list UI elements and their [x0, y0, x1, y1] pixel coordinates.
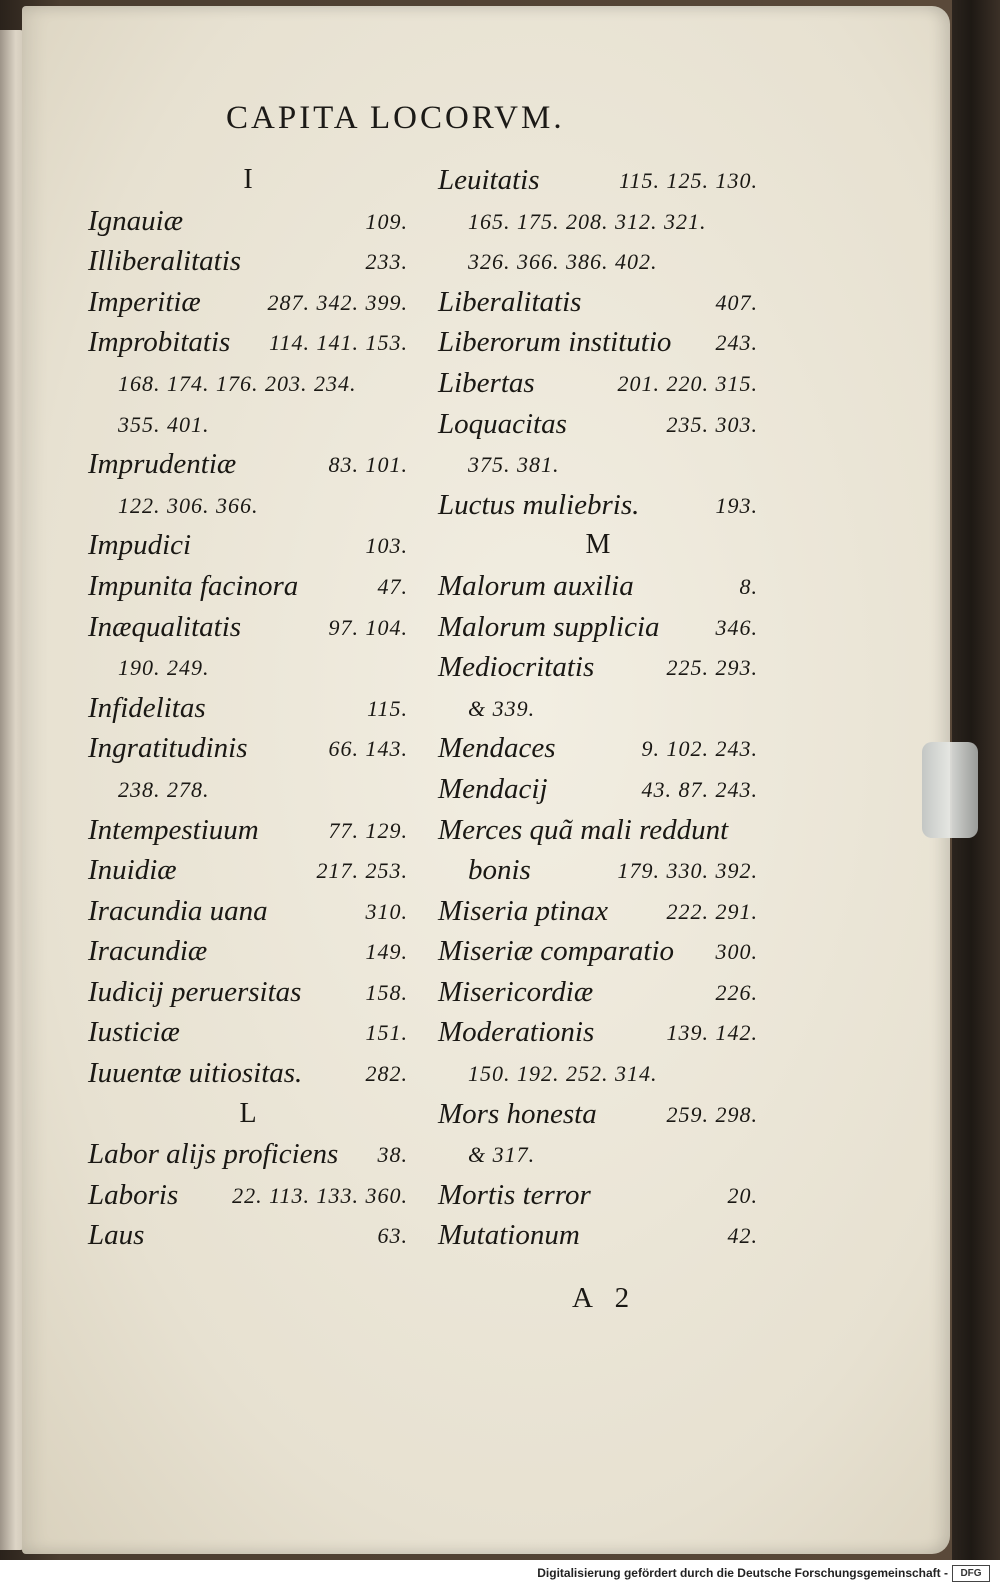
- entry-page-refs: 233.: [365, 249, 408, 275]
- entry-term: Malorum auxilia: [438, 569, 634, 602]
- entry-term: Imperitiæ: [88, 285, 201, 318]
- entry-term: Imprudentiæ: [88, 448, 237, 481]
- index-entry: [88, 607, 408, 648]
- entry-page-refs: 222. 291.: [666, 898, 758, 924]
- entry-page-refs: 201. 220. 315.: [617, 370, 758, 396]
- entry-page-refs: 259. 298.: [666, 1101, 758, 1127]
- index-entry: [88, 404, 408, 445]
- entry-term: Misericordiæ: [438, 975, 594, 1008]
- entry-page-refs: 151.: [365, 1020, 408, 1046]
- entry-term: Impunita facinora: [88, 569, 299, 602]
- entry-term: Labor alijs proficiens: [88, 1138, 339, 1171]
- entry-term: Mors honesta: [438, 1097, 597, 1130]
- entry-page-refs: 109.: [365, 208, 408, 234]
- entry-term: Merces quã mali reddunt: [438, 813, 729, 846]
- index-entry: [438, 769, 758, 810]
- index-entry: [438, 485, 758, 526]
- entry-page-refs: 235. 303.: [666, 411, 758, 437]
- index-entry: [438, 404, 758, 445]
- page-clip: [922, 742, 978, 838]
- index-entry: [438, 972, 758, 1013]
- entry-term: Illiberalitatis: [88, 245, 242, 278]
- entry-term: Inæqualitatis: [88, 610, 242, 643]
- index-entry: [88, 444, 408, 485]
- entry-term: Leuitatis: [438, 164, 540, 196]
- entry-page-refs: 97. 104.: [328, 614, 408, 640]
- index-entry: [88, 728, 408, 769]
- entry-page-refs: 217. 253.: [316, 858, 408, 884]
- entry-page-refs: 243.: [715, 330, 758, 356]
- entry-page-refs: 179. 330. 392.: [617, 858, 758, 884]
- index-entry: [438, 1094, 758, 1135]
- entry-term: Infidelitas: [88, 691, 206, 724]
- entry-term: Iuuentæ uitiositas.: [88, 1057, 303, 1090]
- entry-page-refs: 226.: [715, 979, 758, 1005]
- index-entry: [88, 282, 408, 323]
- index-entry: [438, 810, 758, 851]
- index-entry: [438, 1175, 758, 1216]
- entry-page-refs: 326. 366. 386. 402.: [468, 249, 658, 275]
- entry-page-refs: 8.: [739, 573, 758, 599]
- entry-page-refs: 282.: [365, 1061, 408, 1087]
- entry-page-refs: 122. 306. 366.: [118, 492, 259, 518]
- running-head: CAPITA LOCORVM.: [226, 100, 565, 136]
- index-entry: [88, 769, 408, 810]
- index-entry: [88, 931, 408, 972]
- footer-bar: [0, 1560, 1000, 1586]
- entry-term: Miseria ptinax: [438, 894, 608, 927]
- index-entry: [88, 485, 408, 526]
- section-letter: [88, 160, 408, 201]
- index-entry: [438, 201, 758, 242]
- entry-term: Laus: [88, 1219, 145, 1252]
- index-entry: [88, 201, 408, 242]
- index-entry: [438, 1053, 758, 1094]
- entry-page-refs: 114. 141. 153.: [269, 330, 408, 356]
- index-entry: [438, 444, 758, 485]
- entry-term: Ignauiæ: [88, 204, 184, 237]
- entry-term: Impudici: [88, 529, 192, 562]
- entry-term: Luctus muliebris.: [438, 488, 640, 521]
- section-letter: [88, 1094, 408, 1135]
- entry-page-refs: 310.: [365, 898, 408, 924]
- entry-term: Improbitatis: [88, 326, 231, 359]
- entry-page-refs: 139. 142.: [666, 1020, 758, 1046]
- entry-page-refs: 346.: [715, 614, 758, 640]
- entry-term: Miseriæ comparatio: [438, 935, 675, 968]
- entry-page-refs: 42.: [727, 1223, 758, 1249]
- entry-page-refs: 300.: [715, 939, 758, 965]
- index-entry: [438, 850, 758, 891]
- entry-term: Moderationis: [438, 1016, 595, 1049]
- section-letter-label: L: [239, 1097, 257, 1129]
- index-entry: [438, 282, 758, 323]
- entry-term: Mortis terror: [438, 1178, 591, 1211]
- index-entry: [438, 728, 758, 769]
- index-entry: [438, 160, 758, 201]
- entry-page-refs: & 317.: [468, 1142, 536, 1168]
- index-entry: [438, 1012, 758, 1053]
- entry-page-refs: 63.: [377, 1223, 408, 1249]
- entry-term: Iracundia uana: [88, 894, 268, 927]
- index-entry: [438, 931, 758, 972]
- entry-page-refs: 238. 278.: [118, 776, 210, 802]
- entry-page-refs: 225. 293.: [666, 655, 758, 681]
- entry-page-refs: 77. 129.: [328, 817, 408, 843]
- entry-page-refs: 193.: [715, 492, 758, 518]
- entry-term: Intempestiuum: [88, 813, 259, 846]
- entry-term: Mutationum: [438, 1219, 580, 1252]
- index-entry: [88, 1134, 408, 1175]
- index-entry: [438, 566, 758, 607]
- entry-page-refs: 355. 401.: [118, 411, 210, 437]
- index-entry: [438, 1215, 758, 1256]
- index-entry: [438, 891, 758, 932]
- funding-notice: Digitalisierung gefördert durch die Deutsche Forschungsgemeinschaft -: [537, 1566, 948, 1580]
- index-entry: [88, 850, 408, 891]
- section-letter: [438, 525, 758, 566]
- index-column-left: [88, 160, 408, 1256]
- entry-page-refs: 115.: [367, 695, 408, 721]
- index-entry: [438, 647, 758, 688]
- entry-page-refs: 22. 113. 133. 360.: [232, 1182, 408, 1208]
- entry-page-refs: 375. 381.: [468, 452, 560, 478]
- index-entry: [438, 241, 758, 282]
- entry-page-refs: 20.: [727, 1182, 758, 1208]
- entry-term: Iudicij peruersitas: [88, 975, 302, 1008]
- entry-page-refs: 115. 125. 130.: [619, 168, 758, 193]
- entry-page-refs: 150. 192. 252. 314.: [468, 1061, 658, 1087]
- signature-mark: A 2: [572, 1282, 638, 1314]
- entry-page-refs: 149.: [365, 939, 408, 965]
- index-entry: [88, 1053, 408, 1094]
- index-entry: [88, 1215, 408, 1256]
- entry-term: Loquacitas: [438, 407, 567, 440]
- entry-term: Iusticiæ: [88, 1016, 180, 1049]
- index-entry: [438, 363, 758, 404]
- index-entry: [88, 566, 408, 607]
- entry-page-refs: 43. 87. 243.: [641, 776, 758, 802]
- entry-page-refs: 158.: [365, 979, 408, 1005]
- entry-page-refs: 83. 101.: [328, 452, 408, 478]
- index-column-right: [438, 160, 758, 1256]
- entry-page-refs: & 339.: [468, 695, 536, 721]
- entry-term: Inuidiæ: [88, 854, 177, 887]
- entry-term: Iracundiæ: [88, 935, 208, 968]
- entry-page-refs: 47.: [377, 573, 408, 599]
- index-entry: [88, 1175, 408, 1216]
- entry-page-refs: 66. 143.: [328, 736, 408, 762]
- index-entry: [88, 688, 408, 729]
- entry-page-refs: 103.: [365, 533, 408, 559]
- entry-term: Malorum supplicia: [438, 610, 660, 643]
- entry-term: Liberalitatis: [438, 285, 582, 318]
- index-entry: [88, 1012, 408, 1053]
- index-entry: [88, 363, 408, 404]
- index-entry: [438, 1134, 758, 1175]
- index-entry: [438, 607, 758, 648]
- entry-term: Mendaces: [438, 732, 556, 765]
- index-entry: [88, 322, 408, 363]
- entry-page-refs: 165. 175. 208. 312. 321.: [468, 208, 707, 234]
- index-entry: [88, 647, 408, 688]
- dfg-logo: DFG: [952, 1565, 990, 1582]
- entry-page-refs: 287. 342. 399.: [267, 289, 408, 315]
- entry-term: Ingratitudinis: [88, 732, 248, 765]
- entry-term: Laboris: [88, 1178, 179, 1211]
- entry-term: Mendacij: [438, 772, 548, 805]
- entry-term: Mediocritatis: [438, 651, 595, 684]
- entry-page-refs: 9. 102. 243.: [641, 736, 758, 762]
- section-letter-label: I: [243, 164, 253, 195]
- entry-page-refs: 168. 174. 176. 203. 234.: [118, 370, 357, 396]
- index-entry: [88, 525, 408, 566]
- entry-term: bonis: [468, 854, 531, 887]
- entry-term: Liberorum institutio: [438, 326, 672, 359]
- entry-term: Libertas: [438, 366, 535, 399]
- index-entry: [88, 810, 408, 851]
- entry-page-refs: 407.: [715, 289, 758, 315]
- index-entry: [88, 972, 408, 1013]
- index-entry: [438, 688, 758, 729]
- entry-page-refs: 38.: [377, 1142, 408, 1168]
- index-entry: [438, 322, 758, 363]
- index-entry: [88, 241, 408, 282]
- section-letter-label: M: [585, 529, 611, 561]
- entry-page-refs: 190. 249.: [118, 655, 210, 681]
- index-entry: [88, 891, 408, 932]
